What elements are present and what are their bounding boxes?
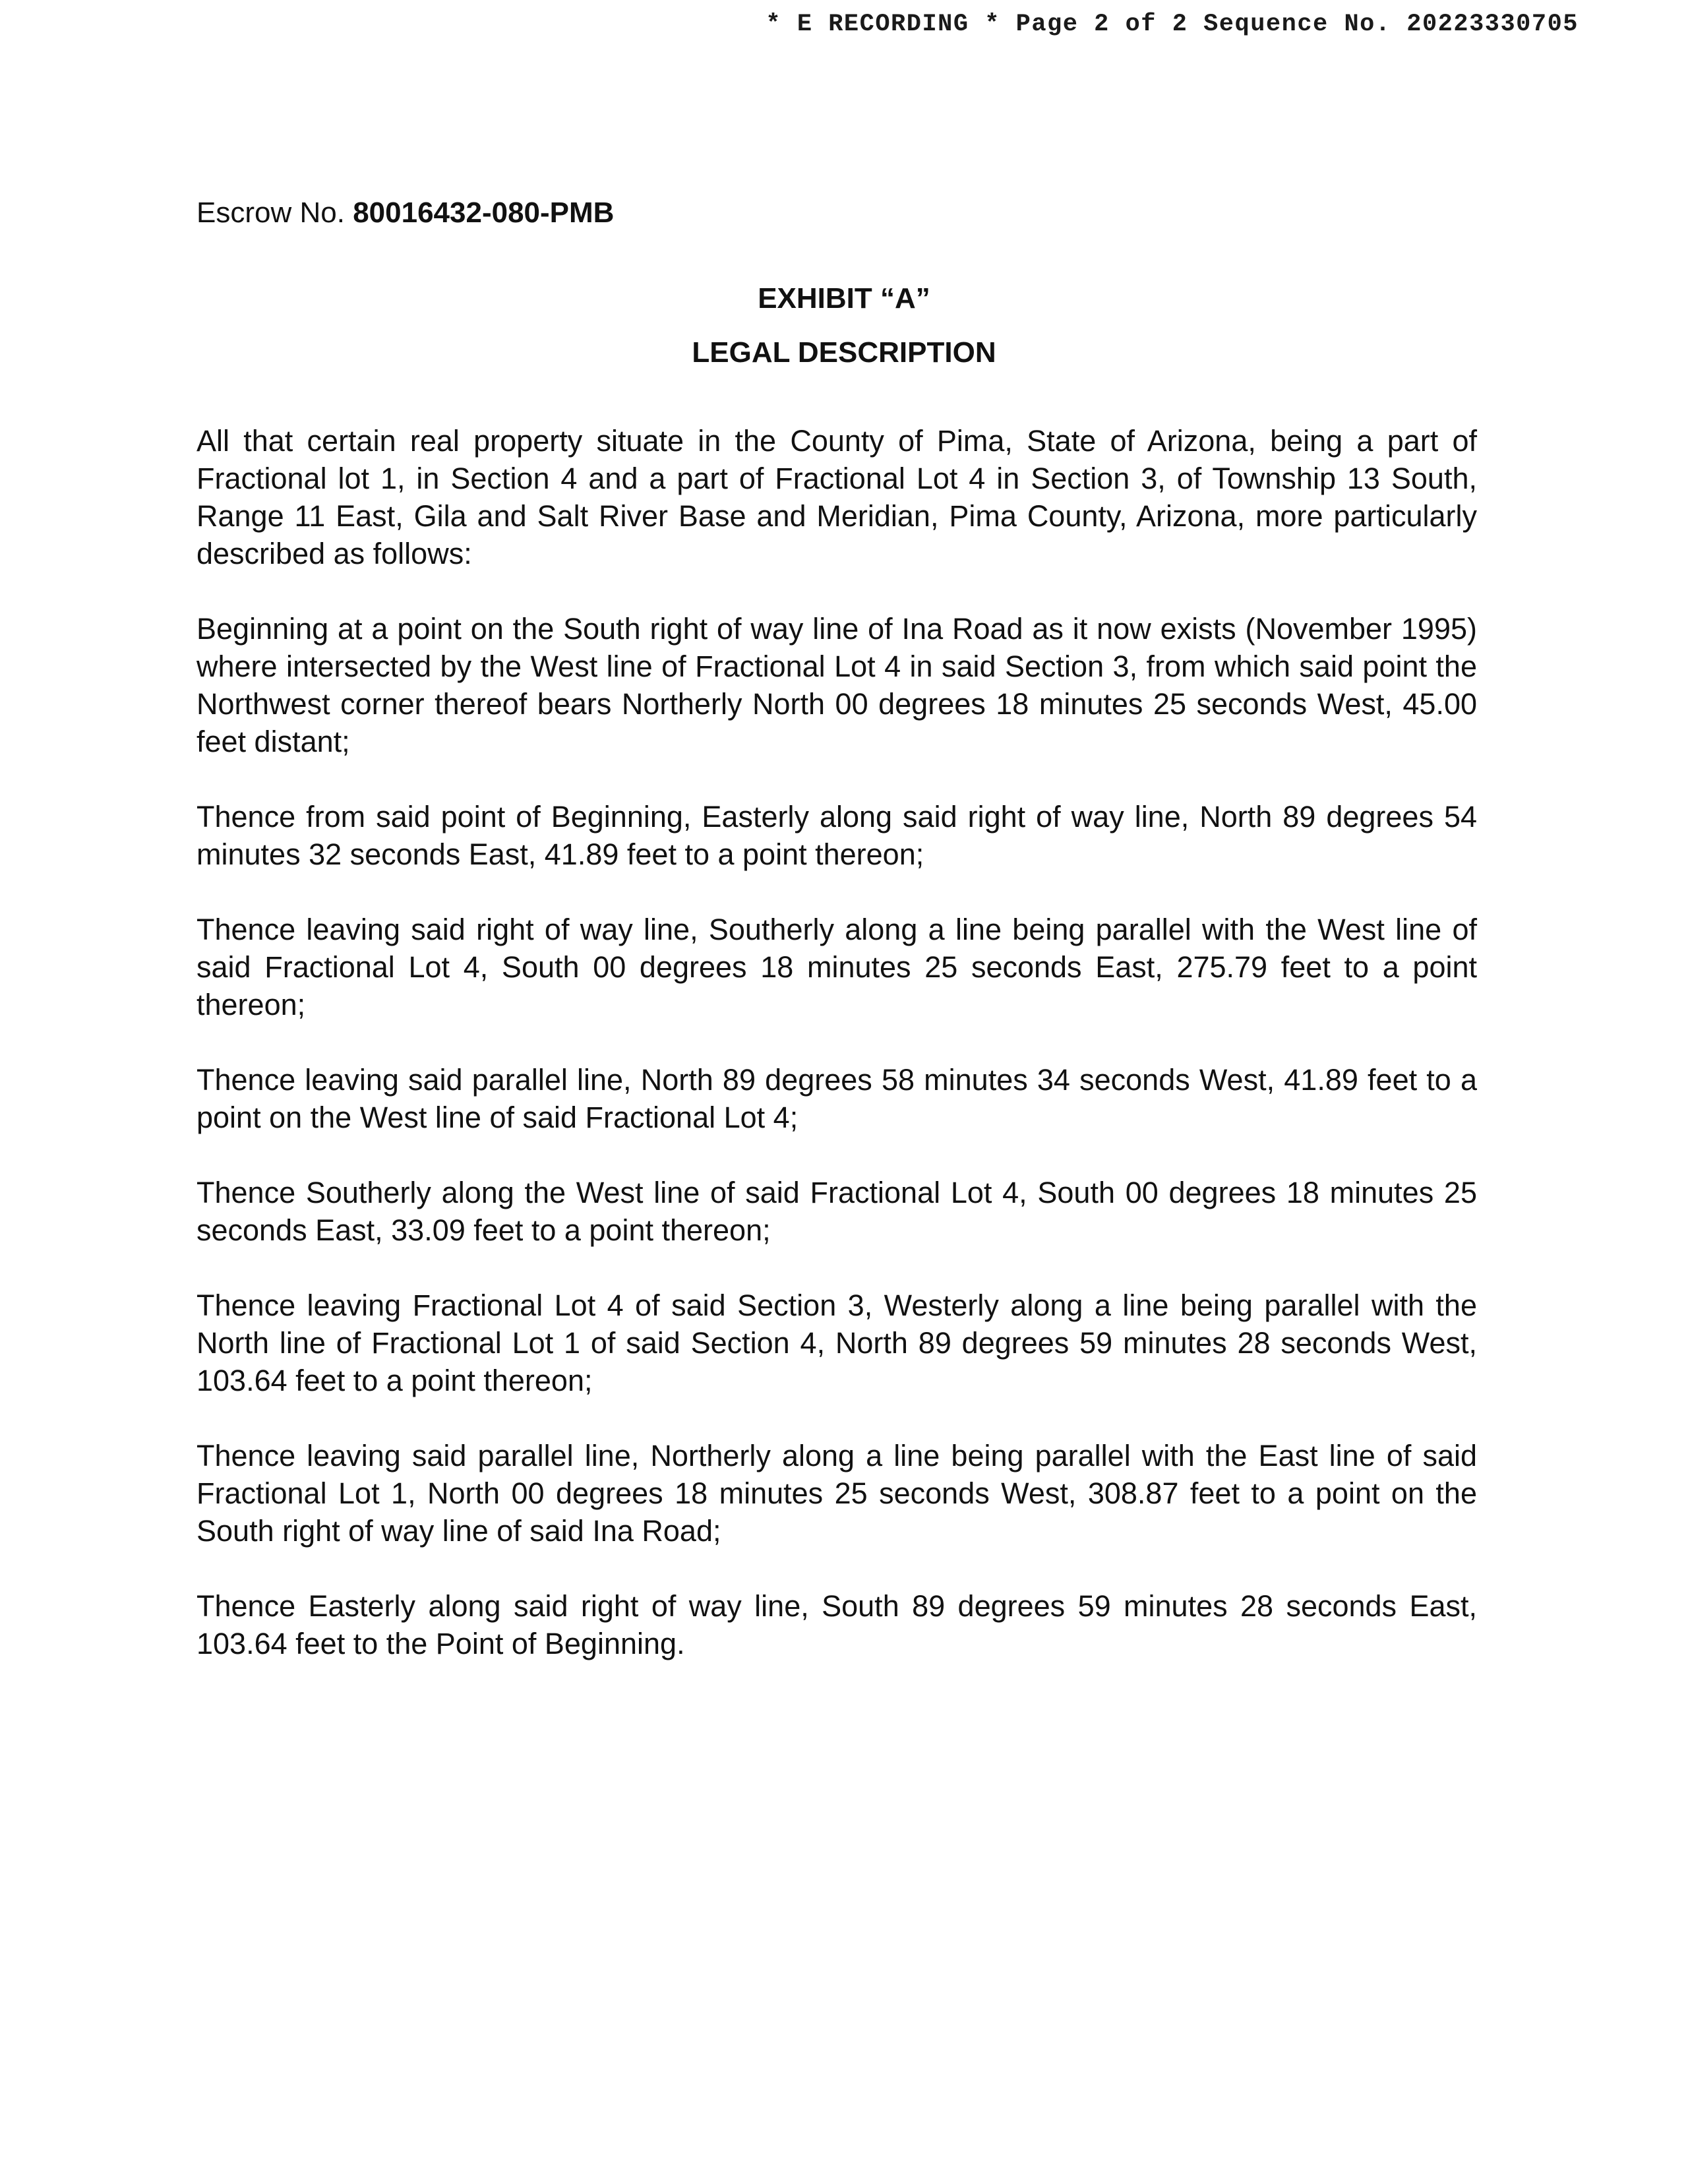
paragraph-course-3: Thence leaving said parallel line, North 89 degrees 58 minutes 34 seconds West, 41.89 feet to a point on the West line of said Fractional Lot 4; [196, 1063, 1477, 1134]
escrow-line [196, 197, 614, 229]
exhibit-title: EXHIBIT “A” [758, 282, 930, 315]
paragraph-course-5: Thence leaving Fractional Lot 4 of said Section 3, Westerly along a line being parallel with the North line of Fractional Lot 1 of said Section 4, North 89 degrees 59 minutes 28 seconds West, 103.64 feet to a point thereon; [196, 1289, 1477, 1397]
paragraph-course-4: Thence Southerly along the West line of said Fractional Lot 4, South 00 degrees 18 minutes 25 seconds East, 33.09 feet to a point thereon; [196, 1176, 1477, 1247]
legal-description-body [196, 422, 1477, 1662]
paragraph-intro: All that certain real property situate in the County of Pima, State of Arizona, being a part of Fractional lot 1, in Section 4 and a part of Fractional Lot 4 in Section 3, of Township 13 South, Range 11 East, Gila and Salt River Base and Meridian, Pima County, Arizona, more particularly described as follows: [196, 424, 1477, 570]
paragraph-course-2: Thence leaving said right of way line, Southerly along a line being parallel with the West line of said Fractional Lot 4, South 00 degrees 18 minutes 25 seconds East, 275.79 feet to a point thereon; [196, 913, 1477, 1021]
paragraph-beginning: Beginning at a point on the South right of way line of Ina Road as it now exists (November 1995) where intersected by the West line of Fractional Lot 4 in said Section 3, from which said point the Northwest corner thereof bears Northerly North 00 degrees 18 minutes 25 seconds West, 45.00 feet distant; [196, 612, 1477, 758]
escrow-number: 80016432-080-PMB [353, 197, 615, 229]
exhibit-subtitle: LEGAL DESCRIPTION [692, 336, 996, 369]
paragraph-course-6: Thence leaving said parallel line, Northerly along a line being parallel with the East line of said Fractional Lot 1, North 00 degrees 18 minutes 25 seconds West, 308.87 feet to a point on the South right of way line of said Ina Road; [196, 1439, 1477, 1548]
paragraph-course-7: Thence Easterly along said right of way line, South 89 degrees 59 minutes 28 seconds East, 103.64 feet to the Point of Beginning. [196, 1589, 1477, 1660]
recording-header: * E RECORDING * Page 2 of 2 Sequence No. 20223330705 [766, 11, 1579, 38]
escrow-label: Escrow No. [196, 197, 345, 229]
paragraph-course-1: Thence from said point of Beginning, Easterly along said right of way line, North 89 degrees 54 minutes 32 seconds East, 41.89 feet to a point thereon; [196, 800, 1477, 871]
